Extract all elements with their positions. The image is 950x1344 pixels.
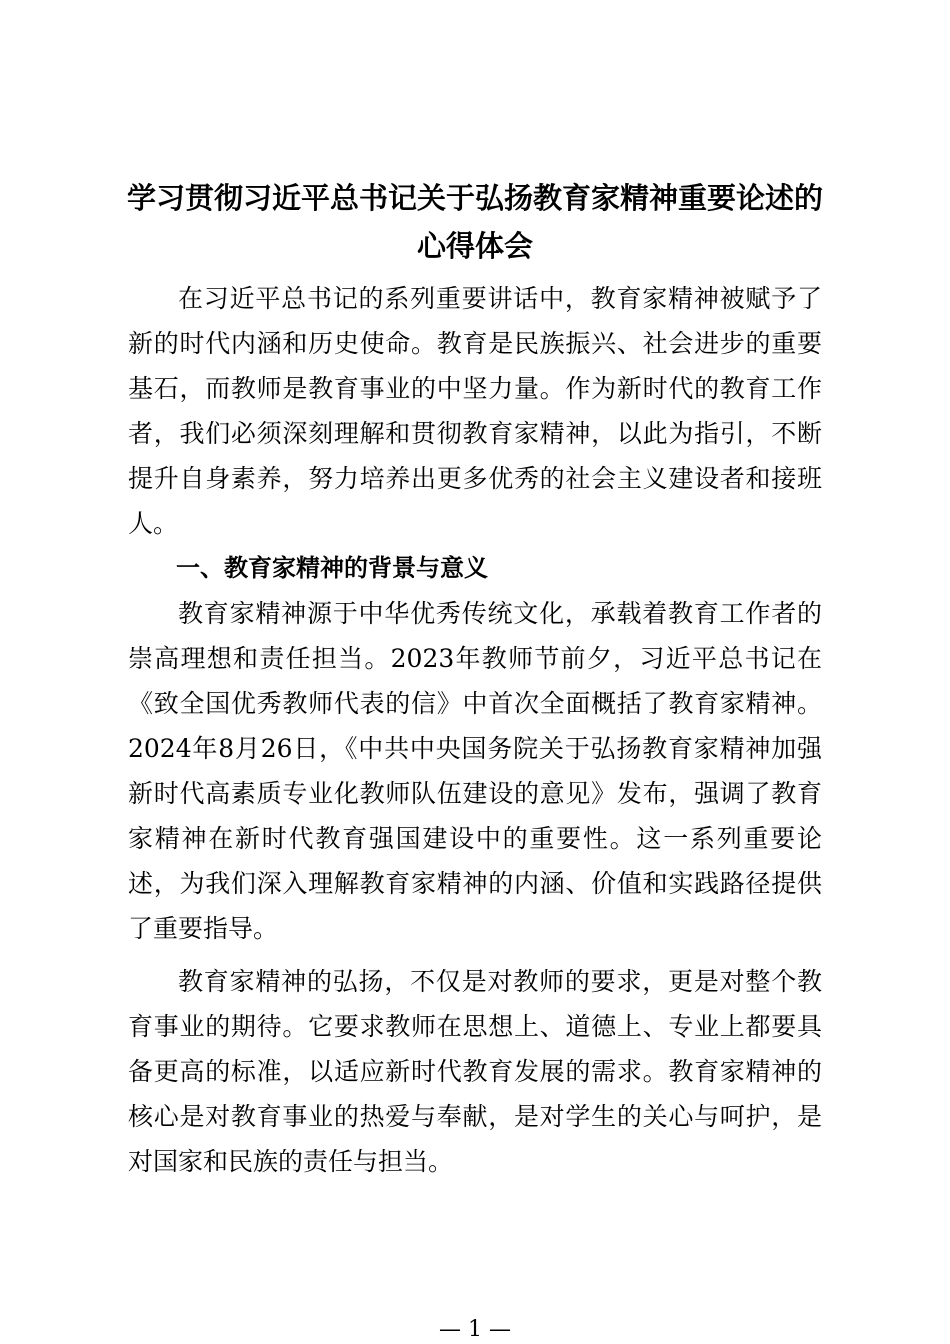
paragraph-intro: 在习近平总书记的系列重要讲话中，教育家精神被赋予了新的时代内涵和历史使命。教育是民族振兴、社会进步的重要基石，而教师是教育事业的中坚力量。作为新时代的教育工作者，我们必须深刻理解和贯彻教育家精神，以此为指引，不断提升自身素养，努力培养出更多优秀的社会主义建设者和接班人。 <box>128 284 822 538</box>
document-body <box>128 276 822 1184</box>
section-heading-1: 一、教育家精神的背景与意义 <box>176 554 488 582</box>
paragraph-background: 教育家精神源于中华优秀传统文化，承载着教育工作者的崇高理想和责任担当。2023年教师节前夕，习近平总书记在《致全国优秀教师代表的信》中首次全面概括了教育家精神。2024年8月26日，《中共中央国务院关于弘扬教育家精神加强新时代高素质专业化教师队伍建设的意见》发布，强调了教育家精神在新时代教育强国建设中的重要性。这一系列重要论述，为我们深入理解教育家精神的内涵、价值和实践路径提供了重要指导。 <box>128 599 822 943</box>
document-title-line-1: 学习贯彻习近平总书记关于弘扬教育家精神重要论述的 <box>126 181 823 215</box>
page-number: — 1 — <box>439 1317 511 1342</box>
document-title-line-2: 心得体会 <box>416 229 533 263</box>
paragraph-significance: 教育家精神的弘扬，不仅是对教师的要求，更是对整个教育事业的期待。它要求教师在思想上、道德上、专业上都要具备更高的标准，以适应新时代教育发展的需求。教育家精神的核心是对教育事业的热爱与奉献，是对学生的关心与呵护，是对国家和民族的责任与担当。 <box>128 967 822 1176</box>
